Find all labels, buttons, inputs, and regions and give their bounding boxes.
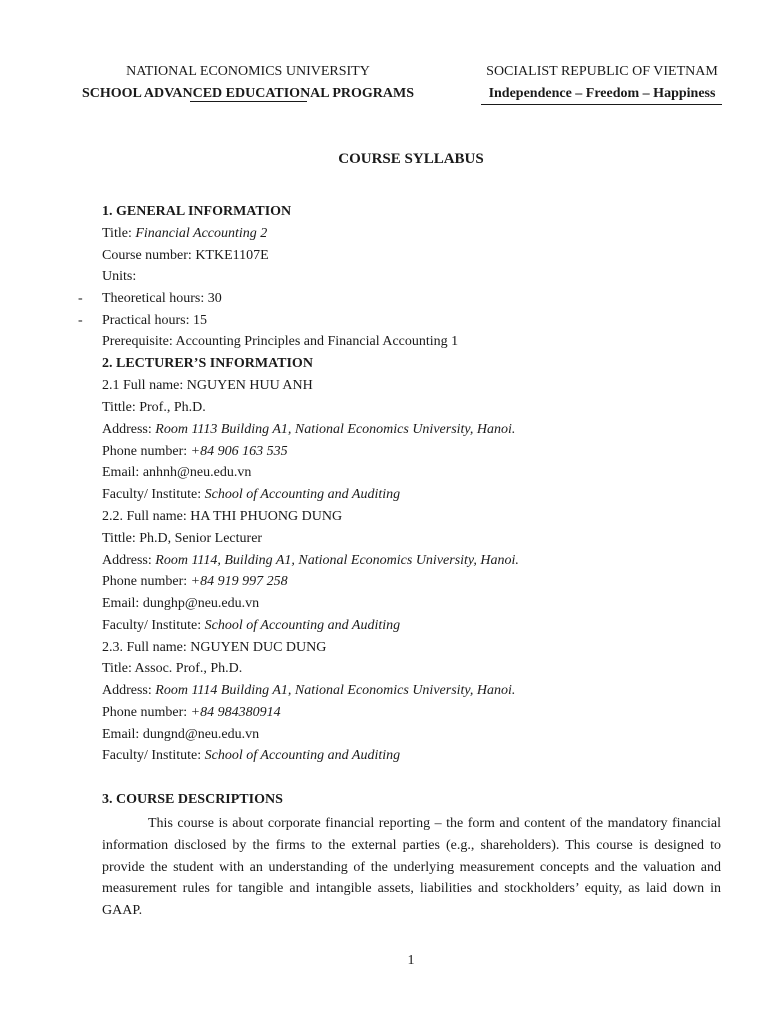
lecturer-title: Tittle: Ph.D, Senior Lecturer (102, 531, 263, 546)
lecturer-phone: Phone number: +84 906 163 535 (102, 444, 288, 459)
lecturer-email: Email: dungnd@neu.edu.vn (102, 727, 260, 742)
school-underline (190, 101, 307, 102)
lecturer-name: 2.3. Full name: NGUYEN DUC DUNG (102, 640, 327, 655)
bullet-dash: - (78, 313, 83, 328)
bullet-dash: - (78, 291, 83, 306)
motto: Independence – Freedom – Happiness (488, 86, 716, 101)
lecturer-faculty: Faculty/ Institute: School of Accounting and Auditing (102, 748, 401, 763)
lecturer-phone: Phone number: +84 984380914 (102, 705, 281, 720)
descriptions-heading: 3. COURSE DESCRIPTIONS (102, 792, 283, 807)
lecturer-title: Title: Assoc. Prof., Ph.D. (102, 661, 243, 676)
lecturer-address: Address: Room 1114 Building A1, National Economics University, Hanoi. (102, 683, 516, 698)
lecturer-name: 2.2. Full name: HA THI PHUONG DUNG (102, 509, 343, 524)
course-title-value: Financial Accounting 2 (135, 226, 268, 241)
lecturer-faculty: Faculty/ Institute: School of Accounting and Auditing (102, 618, 401, 633)
descriptions-paragraph: This course is about corporate financial reporting – the form and content of the mandatory financial information disclosed by the firms to the external parties (e.g., shareholders). This course is designed to provide the student with an understanding of the underlying measurement concepts and the valuation and measurement rules for tangible and intangible assets, liabilities and stockholders’ equity, as laid down in GAAP. (102, 816, 721, 919)
page-title: COURSE SYLLABUS (338, 151, 484, 167)
lecturer-email: Email: anhnh@neu.edu.vn (102, 465, 252, 480)
general-heading: 1. GENERAL INFORMATION (102, 204, 292, 219)
university-name: NATIONAL ECONOMICS UNIVERSITY (126, 64, 370, 79)
lecturer-faculty: Faculty/ Institute: School of Accounting and Auditing (102, 487, 401, 502)
course-title: Title: Financial Accounting 2 (102, 226, 268, 241)
prerequisite: Prerequisite: Accounting Principles and Financial Accounting 1 (102, 334, 459, 349)
theoretical-hours: Theoretical hours: 30 (102, 291, 222, 306)
lecturer-address: Address: Room 1114, Building A1, National Economics University, Hanoi. (102, 553, 519, 568)
lecturer-email: Email: dunghp@neu.edu.vn (102, 596, 260, 611)
lecturer-name: 2.1 Full name: NGUYEN HUU ANH (102, 378, 313, 393)
course-number: Course number: KTKE1107E (102, 248, 269, 263)
page-number: 1 (407, 953, 415, 968)
lecturer-phone: Phone number: +84 919 997 258 (102, 574, 288, 589)
motto-underline (481, 104, 722, 105)
country-name: SOCIALIST REPUBLIC OF VIETNAM (486, 64, 718, 79)
school-name: SCHOOL ADVANCED EDUCATIONAL PROGRAMS (81, 86, 415, 101)
lecturer-heading: 2. LECTURER’S INFORMATION (102, 356, 313, 371)
lecturer-address: Address: Room 1113 Building A1, National Economics University, Hanoi. (102, 422, 516, 437)
practical-hours: Practical hours: 15 (102, 313, 207, 328)
units-label: Units: (102, 269, 137, 284)
lecturer-title: Tittle: Prof., Ph.D. (102, 400, 206, 415)
